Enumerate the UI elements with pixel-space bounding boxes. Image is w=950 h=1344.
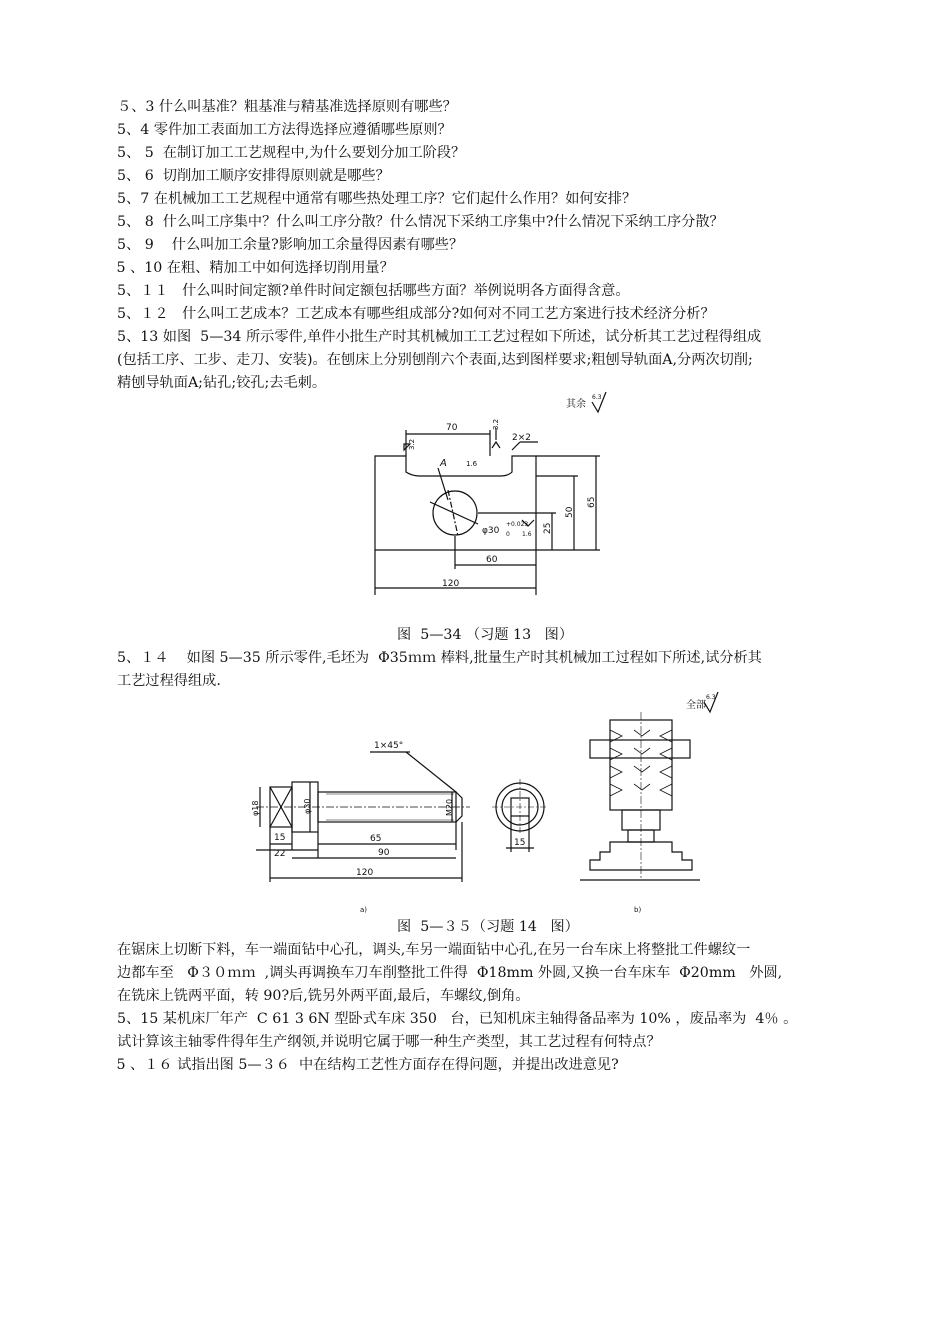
question-5-5: 5、 5 在制订加工工艺规程中,为什么要划分加工阶段？ <box>117 145 466 161</box>
dim-120: 120 <box>356 868 374 878</box>
dim-15b: 15 <box>514 838 526 848</box>
subfig-a: a) <box>360 906 368 914</box>
question-5-15-line2: 试计算该主轴零件得年生产纲领,并说明它属于哪一种生产类型，其工艺过程有何特点？ <box>117 1034 661 1050</box>
chamfer-2x2: 2×2 <box>512 433 531 443</box>
process-line2: 边都车至 Φ３０ｍｍ ,调头再调换车刀车削整批工件得 Φ18mm 外圆,又换一台车床车 Φ20mm 外圆, <box>117 965 783 981</box>
dim-50: 50 <box>565 506 575 518</box>
question-5-13-line1: 5、13 如图 5—34 所示零件,单件小批生产时其机械加工工艺过程如下所述，试分析其工艺过程得组成 <box>117 329 762 345</box>
question-5-9: 5、 9 什么叫加工余量?影响加工余量得因素有哪些？ <box>117 237 464 253</box>
question-5-10: 5 、10 在粗、精加工中如何选择切削用量？ <box>112 260 394 276</box>
question-5-4: 5、4 零件加工表面加工方法得选择应遵循哪些原则？ <box>117 122 452 138</box>
dim-90: 90 <box>378 848 390 858</box>
subfig-b: b) <box>634 906 642 914</box>
dim-120: 120 <box>442 579 460 589</box>
rough-16b: 1.6 <box>522 531 532 538</box>
question-5-16: 5 、１６ 试指出图 5—３６ 中在结构工艺性方面存在得问题，并提出改进意见? <box>112 1057 619 1073</box>
dim-22: 22 <box>274 849 286 859</box>
all-label: 全部 <box>686 700 706 711</box>
dim-25: 25 <box>543 522 553 534</box>
figure-5-35 <box>230 690 716 916</box>
figure-5-34-caption: 图 5—34 （习题 13 图） <box>397 627 574 643</box>
question-5-14-line2: 工艺过程得组成. <box>117 673 221 689</box>
dim-65: 65 <box>370 834 382 844</box>
question-5-13-line2: (包括工序、工步、走刀、安装)。在刨床上分别刨削六个表面,达到图样要求;粗刨导轨面A,分两次切削; <box>117 352 753 368</box>
dim-d18: φ18 <box>251 800 260 816</box>
dim-15a: 15 <box>274 833 286 843</box>
question-5-15-line1: 5、15 某机床厂年产 C 61 3 6N 型卧式车床 350 台，已知机床主轴得备品率为 10% ，废品率为 4％ 。 <box>117 1011 798 1027</box>
rough-16a: 1.6 <box>466 460 478 468</box>
face-a: A <box>440 458 447 469</box>
tol-up: +0.023 <box>506 521 529 528</box>
process-line1: 在锯床上切断下料，车一端面钻中心孔，调头,车另一端面钻中心孔,在另一台车床上将整批工件螺纹一 <box>117 942 751 958</box>
chamfer-label: 1×45° <box>374 741 404 751</box>
question-5-12: 5、１２ 什么叫工艺成本？工艺成本有哪些组成部分?如何对不同工艺方案进行技术经济分析？ <box>117 306 715 322</box>
tol-dn: 0 <box>506 531 510 538</box>
rough-label: 6.3 <box>706 694 716 701</box>
part-outline <box>375 456 536 550</box>
question-5-7: 5、7 在机械加工工艺规程中通常有哪些热处理工序？它们起什么作用？如何安排？ <box>117 191 637 207</box>
rough-32b: 3.2 <box>492 418 500 430</box>
question-5-14-line1: 5、１４ 如图 5—35 所示零件,毛坯为 Φ35ｍｍ 棒料,批量生产时其机械加工过程如下所述,试分析其 <box>117 650 762 666</box>
rest-label: 其余 <box>566 399 586 410</box>
dim-d30: φ30 <box>303 798 312 814</box>
question-5-6: 5、 6 切削加工顺序安排得原则就是哪些？ <box>117 168 390 184</box>
question-5-11: 5、１１ 什么叫时间定额?单件时间定额包括哪些方面？举例说明各方面得含意。 <box>117 283 630 299</box>
question-5-3: ５、3 什么叫基准？粗基准与精基准选择原则有哪些？ <box>117 99 457 115</box>
question-5-13-line3: 精刨导轨面A;钻孔;铰孔;去毛刺。 <box>117 375 327 391</box>
figure-5-35-caption: 图 5—３５（习题 14 图） <box>397 919 579 935</box>
dim-70: 70 <box>446 423 458 433</box>
rough-main-label: 6.3 <box>592 394 602 401</box>
process-line3: 在铣床上铣两平面，转 90?后,铣另外两平面,最后，车螺纹,倒角。 <box>117 988 530 1004</box>
figure-5-34 <box>360 390 620 615</box>
rough-32a: 3.2 <box>408 438 416 450</box>
question-5-8: 5、 8 什么叫工序集中？什么叫工序分散？什么情况下采纳工序集中?什么情况下采纳工序分散？ <box>117 214 724 230</box>
hole-dim: φ30 <box>482 526 500 536</box>
dim-65: 65 <box>587 496 597 508</box>
dim-m20: M20 <box>445 798 454 816</box>
dim-60: 60 <box>486 555 498 565</box>
